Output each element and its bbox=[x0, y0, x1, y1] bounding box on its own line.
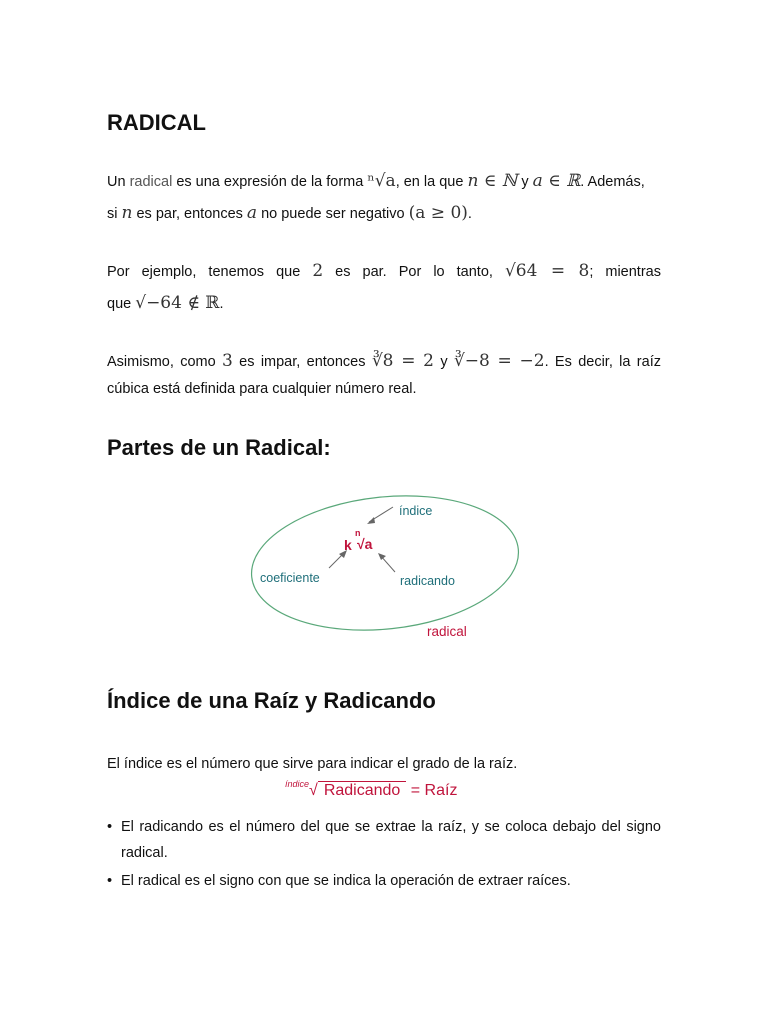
text: . bbox=[467, 206, 472, 222]
text: y bbox=[433, 354, 454, 370]
parts-heading: Partes de un Radical: bbox=[107, 435, 331, 460]
diagram-label-radical: radical bbox=[427, 624, 467, 639]
text: . Es decir, la raíz bbox=[544, 354, 661, 370]
math-sqrt-neg64: √−64 ∉ ℝ bbox=[135, 293, 220, 313]
index-radicand-formula bbox=[285, 779, 458, 800]
math-a: a bbox=[246, 203, 258, 223]
text: . Además, bbox=[580, 174, 645, 190]
math-n: n bbox=[121, 203, 133, 223]
text: que bbox=[107, 296, 136, 312]
math-n-in-N: n ∈ ℕ bbox=[467, 171, 518, 191]
index-heading: Índice de una Raíz y Radicando bbox=[107, 688, 436, 713]
diagram-ellipse-art bbox=[247, 490, 527, 650]
index-text: El índice es el número que sirve para indicar el grado de la raíz. bbox=[107, 756, 518, 772]
radical-term: radical bbox=[129, 174, 173, 190]
text: Un bbox=[107, 174, 130, 190]
formula-equals-raiz: = Raíz bbox=[410, 782, 458, 799]
diagram-label-indice: índice bbox=[399, 504, 433, 518]
text: . bbox=[219, 296, 224, 312]
example-line-2 bbox=[107, 288, 661, 319]
text: es par. Por lo tanto, bbox=[323, 264, 505, 280]
text: ; mientras bbox=[589, 264, 661, 280]
formula-radical-sign: √ bbox=[309, 782, 318, 799]
math-a-in-R: a ∈ ℝ bbox=[532, 171, 581, 191]
definition-list bbox=[107, 814, 661, 896]
text: y bbox=[517, 174, 533, 190]
text: Asimismo, como bbox=[107, 354, 222, 370]
math-radical-form: ⁿ√a bbox=[367, 171, 396, 191]
diagram-n: n bbox=[355, 528, 361, 538]
formula-index-label: índice bbox=[285, 779, 310, 789]
text: si bbox=[107, 206, 122, 222]
cubic-line-2: cúbica está definida para cualquier número real. bbox=[107, 381, 417, 397]
diagram-root-a: √a bbox=[357, 536, 373, 552]
radical-parts-diagram bbox=[247, 490, 527, 650]
intro-line-2 bbox=[107, 198, 661, 229]
list-item: • El radicando es el número del que se extrae la raíz, y se coloca debajo del signo radical. bbox=[107, 814, 661, 866]
intro-line-1 bbox=[107, 166, 661, 197]
math-three: 3 bbox=[222, 351, 233, 371]
math-condition: (a ≥ 0) bbox=[408, 203, 468, 223]
math-cbrt8: ∛8 = 2 bbox=[371, 351, 434, 371]
math-sqrt64: √64 = 8 bbox=[504, 261, 590, 281]
formula-radicand: Radicando bbox=[318, 781, 407, 799]
diagram-k: k bbox=[344, 537, 352, 553]
list-item: • El radical es el signo con que se indica la operación de extraer raíces. bbox=[107, 868, 661, 894]
text: es par, entonces bbox=[132, 206, 247, 222]
cubic-line-1 bbox=[107, 346, 661, 377]
text: no puede ser negativo bbox=[257, 206, 409, 222]
text: es impar, entonces bbox=[232, 354, 372, 370]
diagram-label-radicando: radicando bbox=[400, 574, 455, 588]
text: Por ejemplo, tenemos que bbox=[107, 264, 313, 280]
math-two: 2 bbox=[312, 261, 324, 281]
page-title: RADICAL bbox=[107, 110, 206, 135]
text: , en la que bbox=[395, 174, 468, 190]
text: es una expresión de la forma bbox=[172, 174, 368, 190]
diagram-label-coeficiente: coeficiente bbox=[260, 571, 320, 585]
math-cbrt-neg8: ∛−8 = −2 bbox=[453, 351, 545, 371]
example-line-1 bbox=[107, 256, 661, 287]
